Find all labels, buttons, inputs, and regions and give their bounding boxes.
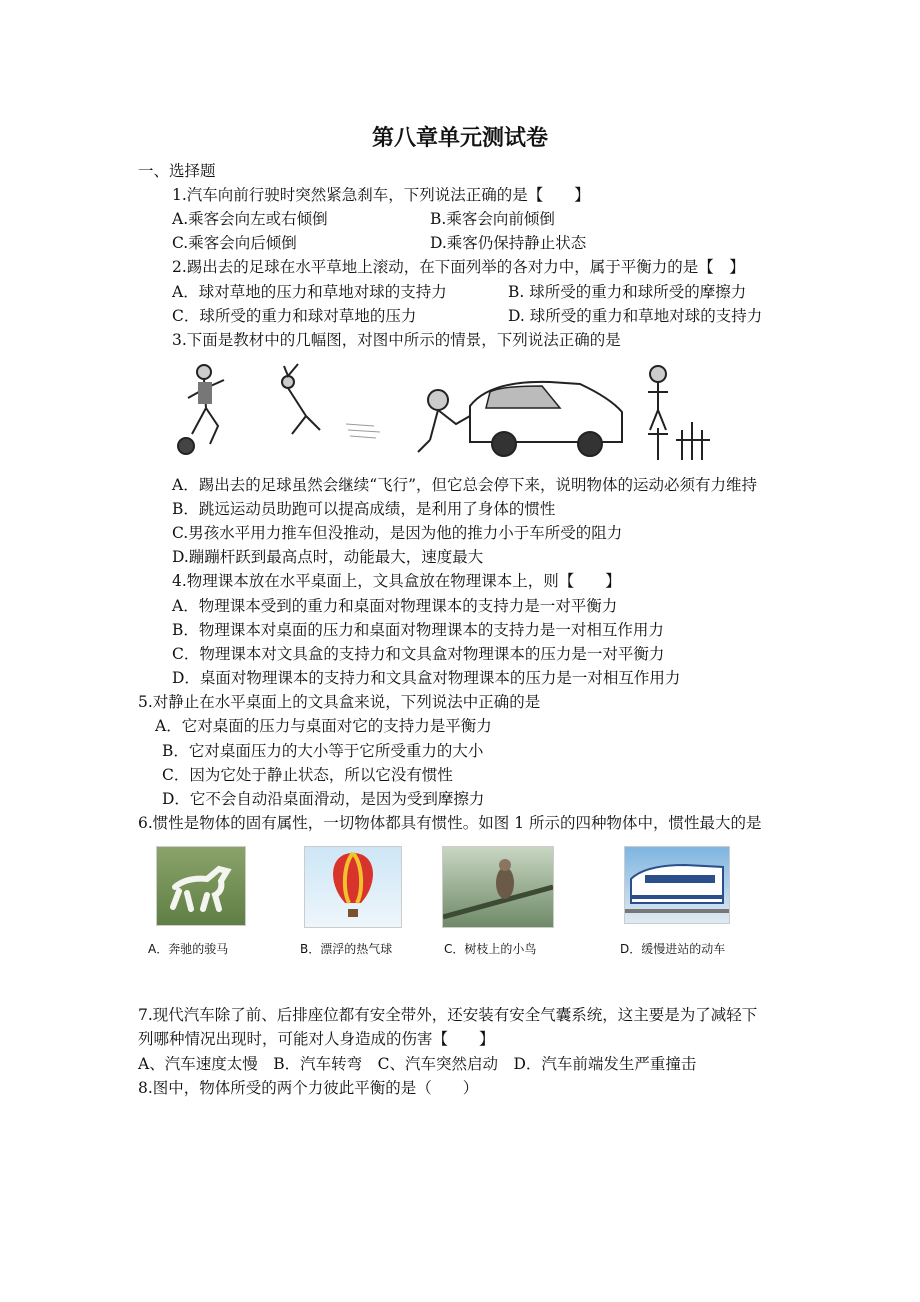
q4-option-b: B．物理课本对桌面的压力和桌面对物理课本的支持力是一对相互作用力 xyxy=(172,621,664,639)
q3-option-b: B．跳远运动员助跑可以提高成绩，是利用了身体的惯性 xyxy=(172,500,556,518)
section-heading: 一、选择题 xyxy=(138,162,216,180)
q3-option-a: A．踢出去的足球虽然会继续“飞行”，但它总会停下来，说明物体的运动必须有力维持 xyxy=(172,476,758,494)
question-4: 4.物理课本放在水平桌面上，文具盒放在物理课本上，则【 】 xyxy=(172,572,621,590)
page-title: 第八章单元测试卷 xyxy=(371,126,548,151)
q1-option-b: B.乘客会向前倾倒 xyxy=(430,210,555,228)
q1-option-d: D.乘客仍保持静止状态 xyxy=(430,234,587,252)
q1-option-a: A.乘客会向左或右倾倒 xyxy=(172,210,328,228)
train-photo xyxy=(624,846,730,924)
q1-option-c: C.乘客会向后倾倒 xyxy=(172,234,297,252)
question-8: 8.图中，物体所受的两个力彼此平衡的是（ ） xyxy=(138,1079,479,1097)
q4-option-a: A．物理课本受到的重力和桌面对物理课本的支持力是一对平衡力 xyxy=(172,597,618,615)
question-1: 1.汽车向前行驶时突然紧急刹车，下列说法正确的是【 】 xyxy=(172,186,590,204)
long-jumper-figure xyxy=(282,364,380,438)
caption-b: B．漂浮的热气球 xyxy=(300,942,393,956)
bird-on-branch-photo xyxy=(442,846,554,928)
q2-option-b: B. 球所受的重力和球所受的摩擦力 xyxy=(508,283,747,301)
q5-option-c: C．因为它处于静止状态，所以它没有惯性 xyxy=(162,766,453,784)
caption-d: D．缓慢进站的动车 xyxy=(620,942,726,956)
caption-c: C．树枝上的小鸟 xyxy=(444,942,537,956)
q2-option-c: C．球所受的重力和球对草地的压力 xyxy=(172,307,417,325)
question-2: 2.踢出去的足球在水平草地上滚动，在下面列举的各对力中，属于平衡力的是【 】 xyxy=(172,258,745,276)
q3-option-d: D.蹦蹦杆跃到最高点时，动能最大，速度最大 xyxy=(172,548,484,566)
soccer-player-figure xyxy=(178,365,224,454)
hot-air-balloon-photo xyxy=(304,846,402,928)
q4-option-c: C．物理课本对文具盒的支持力和文具盒对物理课本的压力是一对平衡力 xyxy=(172,645,665,663)
q4-option-d: D．桌面对物理课本的支持力和文具盒对物理课本的压力是一对相互作用力 xyxy=(172,669,681,687)
textbook-figures xyxy=(170,360,730,468)
q2-option-a: A．球对草地的压力和草地对球的支持力 xyxy=(172,283,447,301)
horse-photo xyxy=(156,846,246,926)
q2-option-d: D. 球所受的重力和草地对球的支持力 xyxy=(508,307,763,325)
q5-option-a: A．它对桌面的压力与桌面对它的支持力是平衡力 xyxy=(155,717,492,735)
question-7-line-1: 7.现代汽车除了前、后排座位都有安全带外，还安装有安全气囊系统，这主要是为了减轻下 xyxy=(138,1006,758,1024)
q7-options: A、汽车速度太慢 B．汽车转弯 C、汽车突然启动 D．汽车前端发生严重撞击 xyxy=(138,1055,697,1073)
question-6: 6.惯性是物体的固有属性，一切物体都具有惯性。如图 1 所示的四种物体中，惯性最大的是 xyxy=(138,814,762,832)
pogo-stick-figure xyxy=(648,366,710,460)
q5-option-b: B．它对桌面压力的大小等于它所受重力的大小 xyxy=(162,742,484,760)
q3-option-c: C.男孩水平用力推车但没推动，是因为他的推力小于车所受的阻力 xyxy=(172,524,623,542)
question-3: 3.下面是教材中的几幅图，对图中所示的情景，下列说法正确的是 xyxy=(172,331,621,349)
boy-pushing-car-figure xyxy=(418,382,622,456)
question-7-line-2: 列哪种情况出现时，可能对人身造成的伤害【 】 xyxy=(138,1030,495,1048)
caption-a: A．奔驰的骏马 xyxy=(148,942,229,956)
question-5: 5.对静止在水平桌面上的文具盒来说，下列说法中正确的是 xyxy=(138,693,541,711)
q5-option-d: D．它不会自动沿桌面滑动，是因为受到摩擦力 xyxy=(162,790,485,808)
